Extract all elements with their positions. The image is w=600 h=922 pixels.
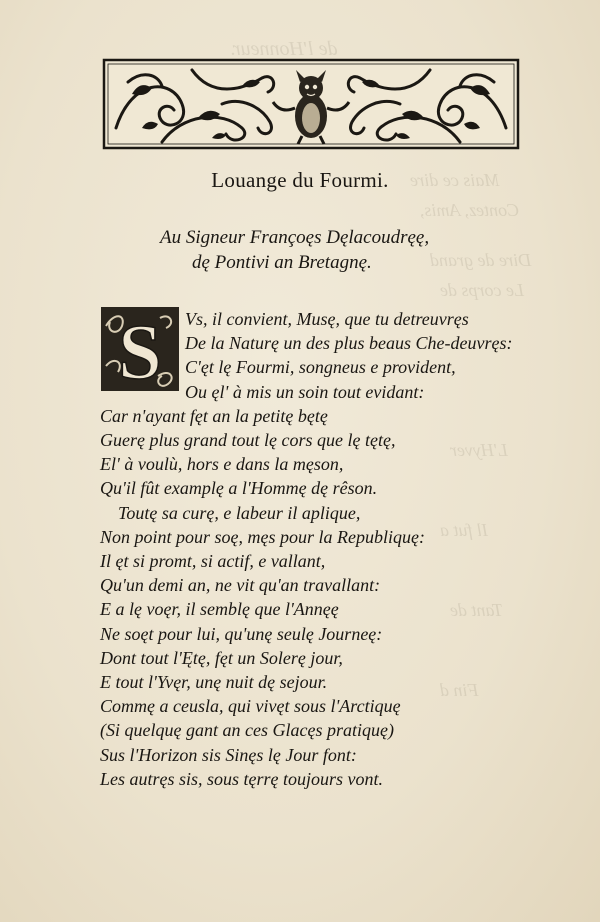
- show-through-text: Le corps de: [440, 280, 524, 300]
- poem-line: Qu'un demi an, ne vit qu'an travallant:: [100, 575, 381, 596]
- poem-text: [100, 307, 520, 791]
- poem-line: Les autręs sis, sous tęrrę toujours vont.: [100, 768, 384, 789]
- poem-line: Toutę sa curę, e labeur il aplique,: [118, 502, 361, 523]
- poem-line: Ne soęt pour lui, qu'unę seulę Journeę:: [100, 623, 383, 644]
- show-through-text: Dire de grand: [430, 250, 532, 270]
- poem-line: Ou ęl' à mis un soin tout evidant:: [185, 381, 425, 402]
- initial-letter: S: [118, 308, 162, 392]
- show-through-text: de l'Honneur.: [230, 38, 338, 60]
- page-title: Louange du Fourmi.: [211, 168, 389, 192]
- poem-line: Vs, il convient, Musę, que tu detreuvręs: [185, 309, 469, 329]
- poem-line: Car n'ayant fęt an la petitę bętę: [100, 405, 328, 426]
- poem-line: Non point pour soę, męs pour la Republiquę:: [100, 526, 425, 547]
- poem-line: El' à voulù, hors e dans la męson,: [100, 454, 344, 475]
- show-through-text: Contez, Amis,: [420, 200, 520, 220]
- foliate-headpiece: [102, 58, 520, 150]
- poem-line: De la Naturę un des plus beaus Che-deuvręs:: [185, 333, 513, 354]
- dedication: [160, 225, 429, 275]
- poem-line: Qu'il fût examplę a l'Hommę dę rêson.: [100, 478, 378, 499]
- poem-line: C'ęt lę Fourmi, songneus e provident,: [185, 357, 456, 378]
- poem-line: (Si quelquę gant an ces Glacęs pratiquę): [100, 720, 394, 741]
- show-through-text: Tant de: [450, 600, 503, 620]
- show-through-text: Mais ce dire: [410, 170, 500, 190]
- dedication-line: Au Signeur Françoęs Dęlacoudręę,: [160, 227, 430, 248]
- poem-line: Commę a ceusla, qui vivęt sous l'Arctiquę: [100, 696, 401, 717]
- poem-line: E tout l'Yvęr, unę nuit dę sejour.: [100, 672, 328, 693]
- poem-line: Guerę plus grand tout lę cors que lę tętę,: [100, 430, 396, 451]
- poem-line: Il ęt si promt, si actif, e vallant,: [100, 551, 326, 572]
- poem-line: Sus l'Horizon sis Sinęs lę Jour font:: [100, 744, 357, 765]
- show-through-text: Fin d: [440, 680, 479, 700]
- poem-line: Dont tout l'Ętę, fęt un Solerę jour,: [100, 647, 343, 668]
- show-through-text: Il fut a: [440, 520, 488, 540]
- dedication-line: dę Pontivi an Bretagnę.: [192, 252, 372, 273]
- show-through-text: L'Hyver: [450, 440, 508, 460]
- poem-line: E a lę voęr, il semblę que l'Annęę: [100, 599, 339, 620]
